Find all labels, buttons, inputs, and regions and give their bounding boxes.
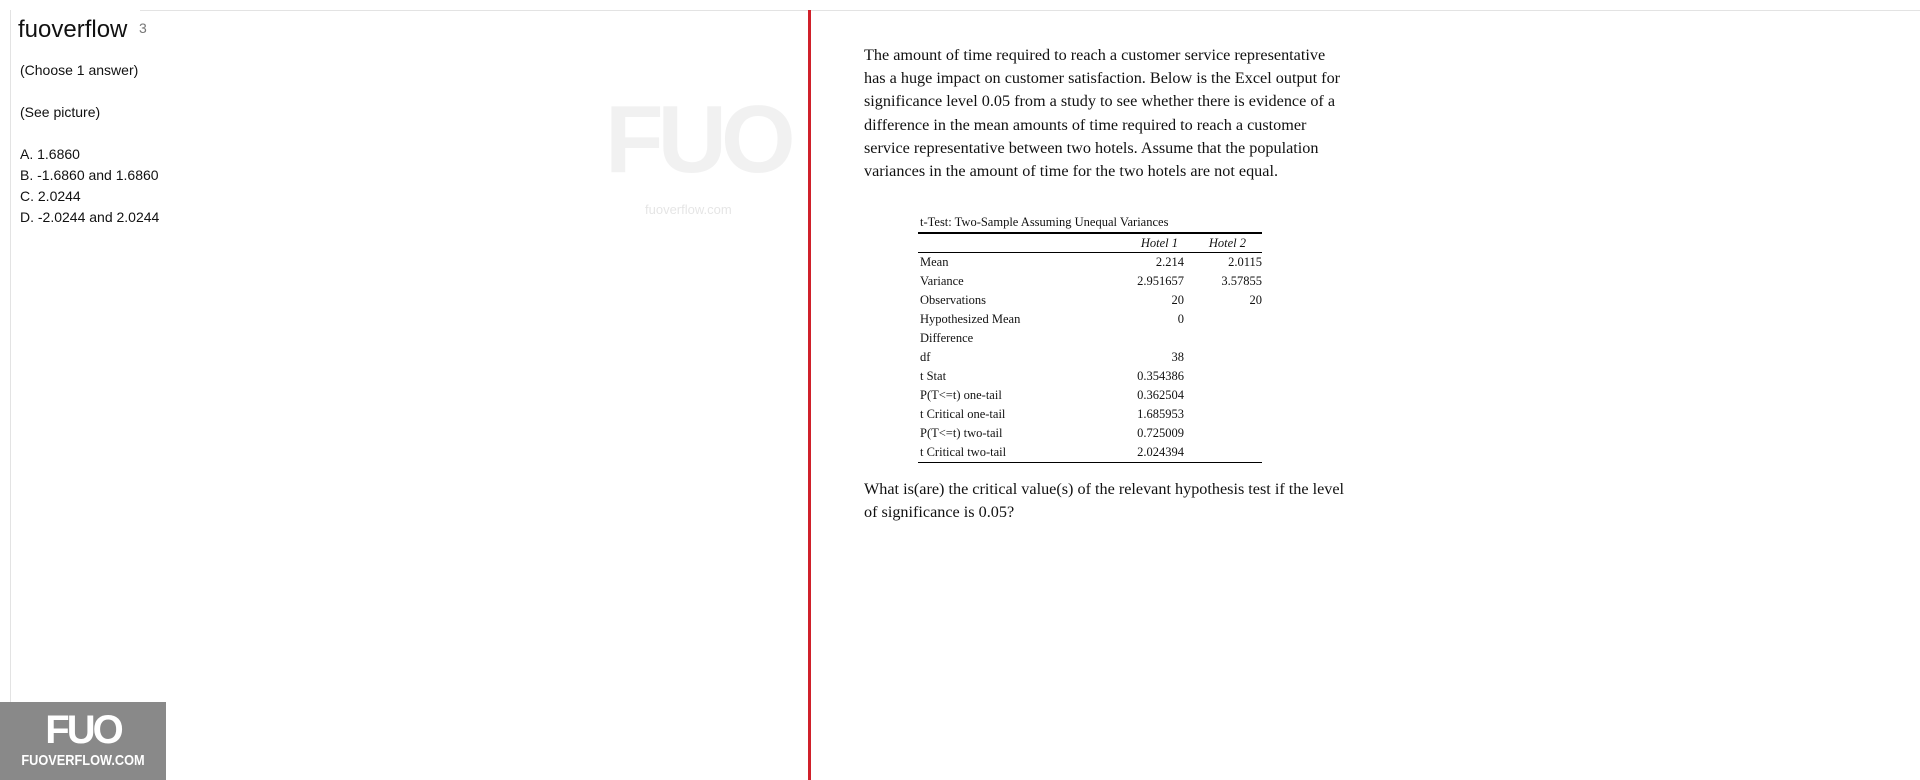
option-d[interactable]: D. -2.0244 and 2.0244 <box>20 209 160 225</box>
option-b[interactable]: B. -1.6860 and 1.6860 <box>20 167 159 183</box>
table-header-hotel1: Hotel 1 <box>1140 235 1178 250</box>
logo-url: FUOVERFLOW.COM <box>21 752 145 769</box>
question-prompt: What is(are) the critical value(s) of the relevant hypothesis test if the level of significance is 0.05? <box>864 480 1345 522</box>
row-hotel2 <box>1184 367 1262 386</box>
row-hotel2: 20 <box>1249 292 1262 307</box>
table-row <box>918 348 1262 367</box>
row-hotel1: 0.725009 <box>1137 425 1184 440</box>
logo-mark-icon: FUO <box>45 708 121 752</box>
table-header-row <box>918 234 1262 252</box>
brand-ghost-char: 3 <box>139 20 147 36</box>
ttest-table <box>918 212 1262 463</box>
table-bottom-rule <box>918 462 1262 464</box>
left-rule <box>10 10 11 780</box>
brand-title: fuoverflow <box>18 16 128 43</box>
row-hotel2 <box>1184 329 1262 348</box>
row-hotel1: 0 <box>1177 311 1184 326</box>
row-label: Difference <box>920 330 974 345</box>
instruction-text: (Choose 1 answer) <box>20 62 139 78</box>
table-header-hotel2: Hotel 2 <box>1208 235 1246 250</box>
table-row <box>918 310 1262 329</box>
row-hotel1: 2.214 <box>1155 254 1184 269</box>
option-c[interactable]: C. 2.0244 <box>20 188 81 204</box>
row-hotel2 <box>1184 424 1262 443</box>
panel-divider <box>808 10 811 780</box>
row-label: Observations <box>920 292 986 307</box>
table-row <box>918 443 1262 462</box>
watermark-url: fuoverflow.com <box>645 202 732 217</box>
see-picture-text: (See picture) <box>20 104 101 120</box>
row-hotel2: 3.57855 <box>1221 273 1262 288</box>
row-label: t Critical one-tail <box>920 406 1006 421</box>
fuoverflow-logo <box>0 702 166 780</box>
row-hotel1 <box>1120 329 1184 348</box>
row-hotel2 <box>1184 310 1262 329</box>
table-row <box>918 253 1262 272</box>
row-hotel1: 2.024394 <box>1137 444 1184 459</box>
row-hotel1: 1.685953 <box>1137 406 1184 421</box>
question-intro: The amount of time required to reach a customer service representative has a huge impact on customer satisfaction. Below is the Excel output for significance level 0.05 from a study to see whether there is evidence of a difference in the mean amounts of time required to reach a customer service representative between two hotels. Assume that the population variances in the amount of time for the two hotels are not equal. <box>864 46 1341 181</box>
table-row <box>918 424 1262 443</box>
row-hotel1: 38 <box>1171 349 1184 364</box>
watermark-logo-icon: FUO <box>605 86 790 193</box>
row-hotel2 <box>1184 348 1262 367</box>
option-a[interactable]: A. 1.6860 <box>20 146 80 162</box>
row-label: Hypothesized Mean <box>920 311 1021 326</box>
row-hotel1: 0.362504 <box>1137 387 1184 402</box>
table-row <box>918 405 1262 424</box>
table-row <box>918 291 1262 310</box>
table-row <box>918 272 1262 291</box>
row-label: df <box>920 349 931 364</box>
row-label: Mean <box>920 254 949 269</box>
row-hotel2 <box>1184 405 1262 424</box>
table-row <box>918 386 1262 405</box>
row-hotel1: 0.354386 <box>1137 368 1184 383</box>
row-label: P(T<=t) one-tail <box>920 387 1002 402</box>
row-label: P(T<=t) two-tail <box>920 425 1003 440</box>
row-hotel2: 2.0115 <box>1228 254 1262 269</box>
table-row <box>918 367 1262 386</box>
row-label: t Critical two-tail <box>920 444 1007 459</box>
table-row <box>918 329 1262 348</box>
row-hotel2 <box>1184 443 1262 462</box>
row-hotel1: 20 <box>1171 292 1184 307</box>
row-label: Variance <box>920 273 964 288</box>
row-label: t Stat <box>920 368 947 383</box>
answer-panel <box>20 60 159 228</box>
table-title: t-Test: Two-Sample Assuming Unequal Variances <box>920 215 1169 229</box>
row-hotel2 <box>1184 386 1262 405</box>
row-hotel1: 2.951657 <box>1137 273 1184 288</box>
top-rule <box>140 10 1920 11</box>
table-header-blank <box>918 234 1120 252</box>
